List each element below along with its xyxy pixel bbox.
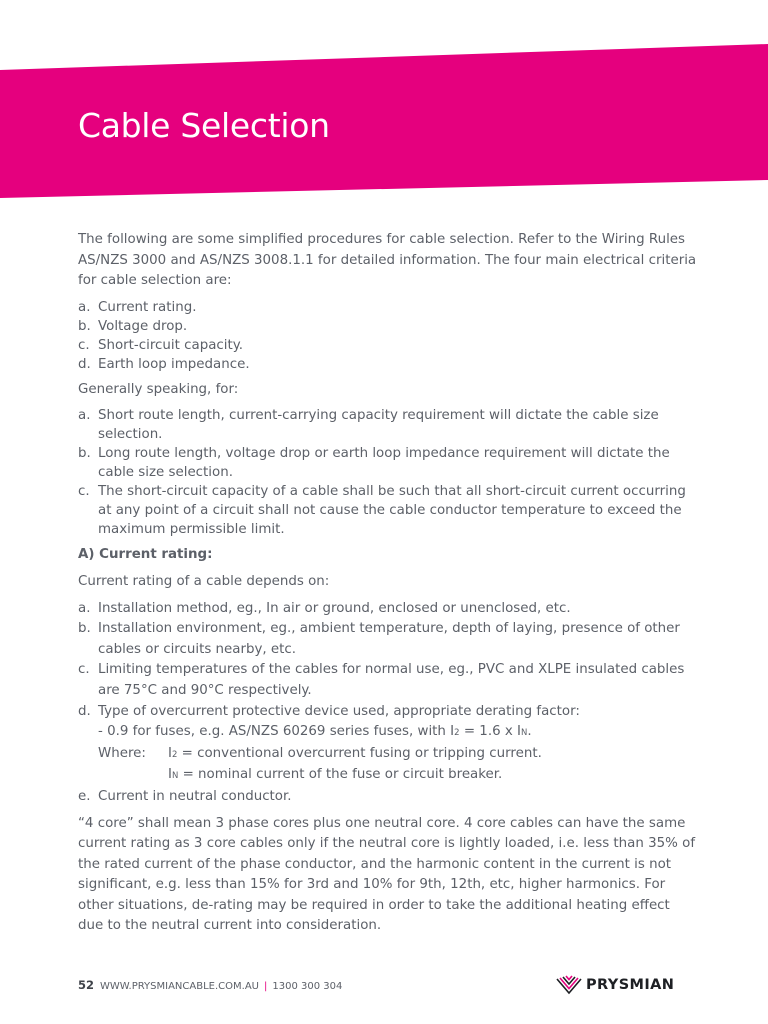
where-i2-line: Where: I2 = conventional overcurrent fusing or tripping current. bbox=[98, 745, 542, 761]
footer-separator: | bbox=[263, 981, 268, 992]
section-heading-current-rating: A) Current rating: bbox=[78, 547, 213, 563]
list-item: a. Short route length, current-carrying capacity requirement will dictate the cable size selection. bbox=[78, 408, 659, 443]
banner-shape bbox=[0, 0, 768, 200]
list-item: e. Current in neutral conductor. bbox=[78, 788, 292, 804]
general-list bbox=[78, 406, 698, 539]
list-item: b. Long route length, voltage drop or earth loop impedance requirement will dictate the cable size selection. bbox=[78, 446, 670, 481]
list-item: c. The short-circuit capacity of a cable shall be such that all short-circuit current occurring at any point of a circuit shall not cause the cable conductor temperature to exceed the maximum permissible limit. bbox=[78, 484, 686, 538]
where-in-line: IN = nominal current of the fuse or circuit breaker. bbox=[168, 767, 503, 783]
general-heading: Generally speaking, for: bbox=[78, 381, 239, 397]
page-number: 52 bbox=[78, 978, 95, 992]
phone-number: 1300 300 304 bbox=[272, 981, 343, 992]
list-item: b. Installation environment, eg., ambient temperature, depth of laying, presence of other cables or circuits nearby, etc. bbox=[78, 621, 680, 657]
criteria-list bbox=[78, 298, 698, 374]
intro-paragraph: The following are some simplified procedures for cable selection. Refer to the Wiring Rules AS/NZS 3000 and AS/NZS 3008.1.1 for detailed information. The four main electrical criteria for cable selection are: bbox=[78, 232, 697, 289]
list-item: c. Short-circuit capacity. bbox=[78, 337, 244, 353]
list-item: d. Type of overcurrent protective device used, appropriate derating factor: - 0.9 for fuses, e.g. AS/NZS 60269 series fuses, with I2 = 1.6 x IN. Where: I2 = conventional overcurrent fusing or tripping current. IN = nominal current of the fuse or circuit breaker. bbox=[78, 702, 698, 787]
page-title: Cable Selection bbox=[78, 106, 330, 145]
website-link[interactable]: WWW.PRYSMIANCABLE.COM.AU bbox=[100, 981, 259, 992]
section-lead: Current rating of a cable depends on: bbox=[78, 573, 330, 589]
logo-mark-icon bbox=[556, 975, 582, 995]
current-rating-list bbox=[78, 599, 698, 808]
prysmian-logo bbox=[556, 975, 674, 995]
fuse-factor-line: - 0.9 for fuses, e.g. AS/NZS 60269 series fuses, with I2 = 1.6 x IN. bbox=[98, 724, 532, 740]
page-footer bbox=[78, 978, 342, 992]
document-body bbox=[78, 230, 698, 943]
list-item: b. Voltage drop. bbox=[78, 318, 188, 334]
list-item: a. Current rating. bbox=[78, 299, 197, 315]
closing-paragraph: “4 core” shall mean 3 phase cores plus one neutral core. 4 core cables can have the same current rating as 3 core cables only if the neutral core is lightly loaded, i.e. less than 35% of the rated current of the phase conductor, and the harmonic content in the current is not significant, e.g. less than 15% for 3rd and 10% for 9th, 12th, etc, higher harmonics. For other situations, de-rating may be required in order to take the additional heating effect due to the neutral current into consideration. bbox=[78, 815, 696, 934]
list-item: c. Limiting temperatures of the cables for normal use, eg., PVC and XLPE insulated cables are 75°C and 90°C respectively. bbox=[78, 662, 685, 698]
list-item: d. Earth loop impedance. bbox=[78, 356, 250, 372]
list-item: a. Installation method, eg., In air or ground, enclosed or unenclosed, etc. bbox=[78, 600, 571, 616]
logo-text: PRYSMIAN bbox=[586, 977, 675, 993]
header-banner bbox=[0, 0, 768, 200]
